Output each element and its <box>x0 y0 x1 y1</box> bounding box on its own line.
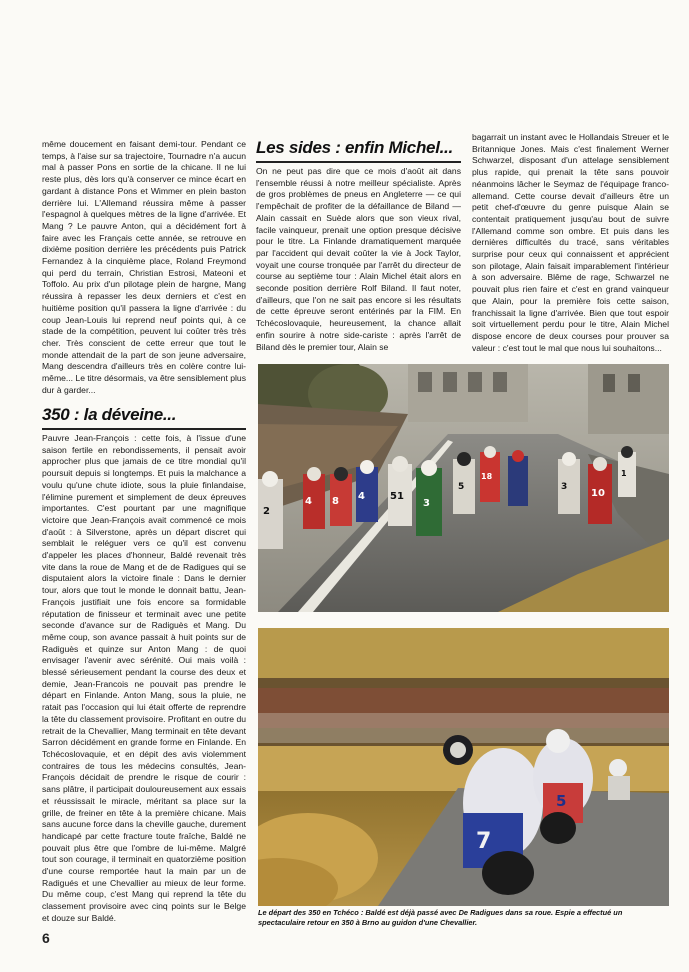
bike-number: 4 <box>358 491 365 502</box>
left-column-section <box>42 433 246 925</box>
bike-number: 10 <box>591 488 605 499</box>
section-sides-text: On ne peut pas dire que ce mois d'août ait dans l'ensemble réussi à notre meilleur spécialiste. Après de gros problèmes de pneus en Angleterre — ce qui l'empêchait de profiter de la défaillance de Biland — Alain cassait en Suède alors que son vieux rival, facile vainqueur, prenait une option presque décisive pour le titre. La Finlande dramatiquement marquée par l'accident qui devait coûter la vie à Jock Taylor, voyait une course tronquée par l'arrêt du directeur de course au septième tour : Alain Michel était alors en seconde position derrière Rolf Biland. Il faut noter, d'ailleurs, que l'on ne sait pas encore si les résultats de cette épreuve seront entérinés par la FIM. En Tchécoslovaquie, heureusement, la chance allait enfin sourire à notre side-cariste : après l'arrêt de Biland dès le premier tour, Alain se <box>256 166 461 352</box>
bike-number: 4 <box>305 496 312 507</box>
bike-number: 7 <box>476 829 492 854</box>
bike-number: 51 <box>390 491 404 502</box>
photo-caption: Le départ des 350 en Tchéco : Baldé est déjà passé avec De Radigues dans sa roue. Espie a effectué un spectaculaire retour en 350 à Brno au guidon d'une Chevallier. <box>258 908 623 927</box>
left-column-top-text: même doucement en faisant demi-tour. Pendant ce temps, à l'aise sur sa trajectoire, Tournadre n'a aucun mal à passer Pons en sortie de la chicane. Il ne lui reste plus, dès lors qu'à conserver ce mince écart en gardant à distance Pons et Wimmer en plein baston derrière lui. L'Allemand réussira même à passer l'espagnol à quelques mètres de la ligne d'arrivée. Et Mang ? Le pauvre Anton, qui a décidément fort à faire avec les Français cette année, se retrouve en dixième position derrière les précédents puis Patrick Fernandez à la cinquième place, Roland Freymond qui perd du terrain, Christian Estrosi, Mateoni et Toffolo. Au prix d'un pilotage plein de hargne, Mang réussira à repasser les deux derniers et c'est en huitième position qu'il passera la ligne d'arrivée : du coup Jean-Louis lui reprend neuf points qui, à ce stade de la compétition, peuvent lui coûter très très cher. Très conscient de cette erreur que tout le monde attendait de la part de son jeune adversaire, Mang descendra d'ailleurs très en colère contre lui-même... Le titre désormais, va être sensiblement plus dur à garder... <box>42 139 246 395</box>
page-number: 6 <box>42 930 50 946</box>
right-column-text: bagarrait un instant avec le Hollandais Streuer et le Britannique Jones. Mais c'est finalement Werner Schwarzel, disposant d'un attelage sensiblement plus rapide, qui prenait la tête sans pouvoir néanmoins lâcher le Seymaz de l'équipage franco-allemand. Cette course devait d'ailleurs être un petit chef-d'œuvre du genre puisque Alain se contentait pratiquement jusqu'au bout de suivre l'Allemand comme son ombre. Et puis dans les dernières difficultés du tracé, sans véritables surprise pour ceux qui connaissent et apprécient son pilotage, Alain faisait imparablement l'intérieur à son adversaire. Blême de rage, Schwarzel ne pouvait plus rien faire et c'est en grand vainqueur que Alain, pour la première fois cette saison, franchissait la ligne d'arrivée. Bien que tout espoir soit virtuellement perdu pour le titre, Alain Michel dispose encore de deux courses pour prouver sa valeur : c'est tout le mal que nous lui souhaitons... <box>472 132 669 353</box>
bike-number: 3 <box>561 482 568 492</box>
riders-corner-photo <box>258 628 669 906</box>
bike-number: 5 <box>556 792 567 810</box>
middle-column <box>256 166 461 353</box>
bike-number: 1 <box>621 469 627 478</box>
section-350-text: Pauvre Jean-François : cette fois, à l'issue d'une saison fertile en rebondissements, il pensait avoir approcher plus que jamais de ce titre mondial qu'il poursuit depuis si longtemps. Et puis la malchance a voulu qu'une chute idiote, sous la pluie finlandaise, l'élimine purement et simplement de deux épreuves importantes. C'est pourtant par une magnifique victoire que Jean-François avait commencé ce mois d'août : à Silverstone, après un départ discret qui semblait le reléguer vers ce qu'il est convenu d'appeler les places d'honneur, Baldé revenait très vite dans la roue de Mang et de de Radigues qui se disputaient alors la victoire finale : Dans le dernier tour, alors que tout le monde le donnait battu, Jean-François justifiait une fois encore sa formidable réputation de finisseur et terminait avec une petite seconde d'avance sur de Radiguès et Mang. Du même coup, son avance passait à huit points sur de Radiguès et quinze sur Anton Mang : de quoi envisager l'avenir avec sérénité. Oui mais voilà : blessé sérieusement pendant la course des deux et demie, Jean-Francois ne pouvait pas prendre le départ en Finlande. Anton Mang, sous la pluie, ne ratait pas l'occasion qui lui était offerte de reprendre la tête du classement provisoire. Profitant en outre du retrait de la Chevallier, Mang terminait en tête devant Sarron décidément en grande forme en Finlande. En Tchécoslovaquie, et en dépit des avis violemment contraires de tous les médecins consultés, Jean-François décidait de prendre le risque de courir : sans plâtre, il participait douloureusement aux essais et réussissait le miracle, méritant sa place sur la grille, de freiner en tête à la première chicane. Mais sans aucune force dans la cheville gauche, durement handicapé par cette fracture toute fraîche, Baldé ne pouvait plus être que l'ombre de lui-même. Malgré tout son courage, il terminait en quatorzième position d'une course remportée haut la main par un de Radigués et une Chevallier au mieux de leur forme. Du même coup, c'est Mang qui reprend la tête du classement provisoire avec cinq points sur le Belge et douze sur Baldé. <box>42 433 246 923</box>
bike-number: 8 <box>332 496 339 507</box>
riders-corner-illustration <box>258 628 669 906</box>
bike-number: 3 <box>423 498 430 509</box>
bike-number: 2 <box>263 506 270 517</box>
section-heading-350: 350 : la déveine... <box>42 404 246 430</box>
right-column <box>472 132 669 354</box>
race-start-photo <box>258 364 669 612</box>
bike-number: 18 <box>481 472 493 481</box>
race-start-illustration <box>258 364 669 612</box>
bike-number: 5 <box>458 482 465 492</box>
section-heading-sides: Les sides : enfin Michel... <box>256 137 461 163</box>
